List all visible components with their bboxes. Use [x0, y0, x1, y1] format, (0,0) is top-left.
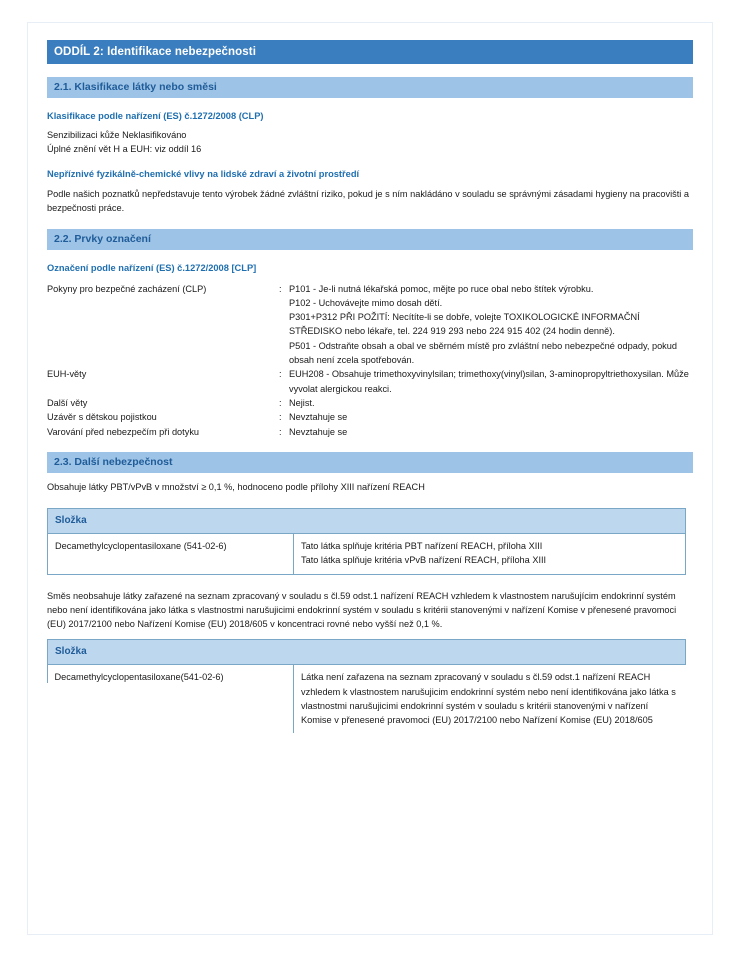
table-row — [48, 665, 686, 734]
definition-value — [289, 410, 693, 424]
precautionary-p501: P501 - Odstraňte obsah a obal ve sběrném místě pro zvláštní nebo nebezpečné odpady, pokud obsah není zcela spotřebován. — [289, 340, 677, 366]
definition-value — [289, 367, 693, 396]
adverse-effects-heading: Nepříznivé fyzikálně-chemické vlivy na lidské zdraví a životní prostředí — [47, 169, 360, 180]
section-header-oddil-2: ODDÍL 2: Identifikace nebezpečnosti — [47, 40, 693, 64]
definition-row-precautionary — [47, 282, 693, 368]
subsection-header-2-1: 2.1. Klasifikace látky nebo směsi — [47, 77, 693, 98]
pbt-criteria-statement: Tato látka splňuje kritéria PBT nařízení REACH, příloha XIII — [301, 541, 543, 552]
definition-label: Pokyny pro bezpečné zacházení (CLP) — [47, 283, 207, 294]
classification-line-2: Úplné znění vět H a EUH: viz oddíl 16 — [47, 143, 202, 154]
table-header-slozka: Složka — [48, 640, 686, 665]
definition-label: EUH-věty — [47, 369, 87, 380]
component-statements — [294, 534, 686, 575]
precautionary-p301-p312: P301+P312 PŘI POŽITÍ: Necítíte-li se dobře, volejte TOXIKOLOGICKÉ INFORMAČNÍ STŘEDISKO nebo lékaře, tel. 224 919 293 nebo 224 915 402 (24 hodin denně). — [289, 312, 640, 337]
pbt-components-table — [47, 508, 686, 575]
adverse-effects-text: Podle našich poznatků nepředstavuje tento výrobek žádné zvláštní riziko, pokud je s ním nakládáno v souladu se správnými zásadami hygieny na pracovišti a bezpečnosti práce. — [47, 189, 689, 214]
definition-colon: : — [279, 283, 282, 294]
definition-colon: : — [279, 397, 282, 408]
endocrine-statement: Látka není zařazena na seznam zpracovaný v souladu s čl.59 odst.1 nařízení REACH vzhledem k vlastnostem narušujicim endokrinní systém nebo není identifikována jako látka s vlastnostmi narušujicimi endokrinní systém v souladu s kritérii stanovenými v nařízení Komise v přenesené pravomoci (EU) 2017/2100 nebo Nařízení Komise (EU) 2018/605 — [301, 672, 676, 726]
definition-label: Varování před nebezpečím při dotyku — [47, 426, 200, 437]
definition-value — [289, 425, 693, 439]
component-name: Decamethylcyclopentasiloxane(541-02-6) — [48, 665, 294, 734]
definition-label: Uzávěr s dětskou pojistkou — [47, 412, 157, 423]
definition-colon: : — [279, 369, 282, 380]
definition-value — [289, 396, 693, 410]
table-row — [48, 534, 686, 575]
subsection-header-2-2: 2.2. Prvky označení — [47, 229, 693, 250]
classification-line-1: Senzibilizaci kůže Neklasifikováno — [47, 130, 187, 140]
definition-row-child-resistant-fastening — [47, 410, 693, 424]
pbt-vpvb-text: Obsahuje látky PBT/vPvB v množství ≥ 0,1 %, hodnoceno podle přílohy XIII nařízení REACH — [47, 481, 425, 492]
component-statements — [294, 665, 686, 734]
euh-208-text: EUH208 - Obsahuje trimethoxyvinylsilan; trimethoxy(vinyl)silan, 3-aminopropyltriethoxysilan. Může vyvolat alergickou reakci. — [289, 369, 689, 394]
document-content — [47, 40, 693, 733]
vpvb-criteria-statement: Tato látka splňuje kritéria vPvB nařízení REACH, příloha XIII — [301, 555, 547, 566]
precautionary-p102: P102 - Uchovávejte mimo dosah dětí. — [289, 297, 443, 308]
labelling-heading: Označení podle nařízení (ES) č.1272/2008 [CLP] — [47, 262, 257, 273]
endocrine-disruptor-text: Směs neobsahuje látky zařazené na seznam zpracovaný v souladu s čl.59 odst.1 nařízení REACH vzhledem k vlastnostem narušujícim endokrinní systém nebo není identifikována jako látka s vlastnostmi narušujicimi endokrinní systém v souladu s kritérii stanovenými v nařízení Komise v přenesené pravomoci (EU) 2017/2100 nebo Nařízení Komise (EU) 2018/605 v koncentraci rovné nebo vyšší než 0,1 %. — [47, 590, 677, 630]
table-header-row — [48, 509, 686, 534]
endocrine-components-table — [47, 639, 686, 733]
definition-colon: : — [279, 412, 282, 423]
definition-row-tactile-warning — [47, 425, 693, 439]
definition-colon: : — [279, 426, 282, 437]
table-header-slozka: Složka — [48, 509, 686, 534]
classification-lines — [47, 129, 693, 156]
labelling-definition-list — [47, 282, 693, 439]
subsection-header-2-3: 2.3. Další nebezpečnost — [47, 452, 693, 473]
tactile-warning-value: Nevztahuje se — [289, 426, 348, 437]
child-resistant-fastening-value: Nevztahuje se — [289, 412, 348, 423]
component-name: Decamethylcyclopentasiloxane (541-02-6) — [48, 534, 294, 575]
other-statements-value: Nejist. — [289, 397, 315, 408]
classification-heading: Klasifikace podle nařízení (ES) č.1272/2008 (CLP) — [47, 111, 264, 121]
definition-row-other-statements — [47, 396, 693, 410]
definition-row-euh — [47, 367, 693, 396]
precautionary-p101: P101 - Je-li nutná lékařská pomoc, mějte po ruce obal nebo štítek výrobku. — [289, 283, 594, 294]
definition-value — [289, 282, 693, 368]
table-header-row — [48, 640, 686, 665]
definition-label: Další věty — [47, 397, 88, 408]
